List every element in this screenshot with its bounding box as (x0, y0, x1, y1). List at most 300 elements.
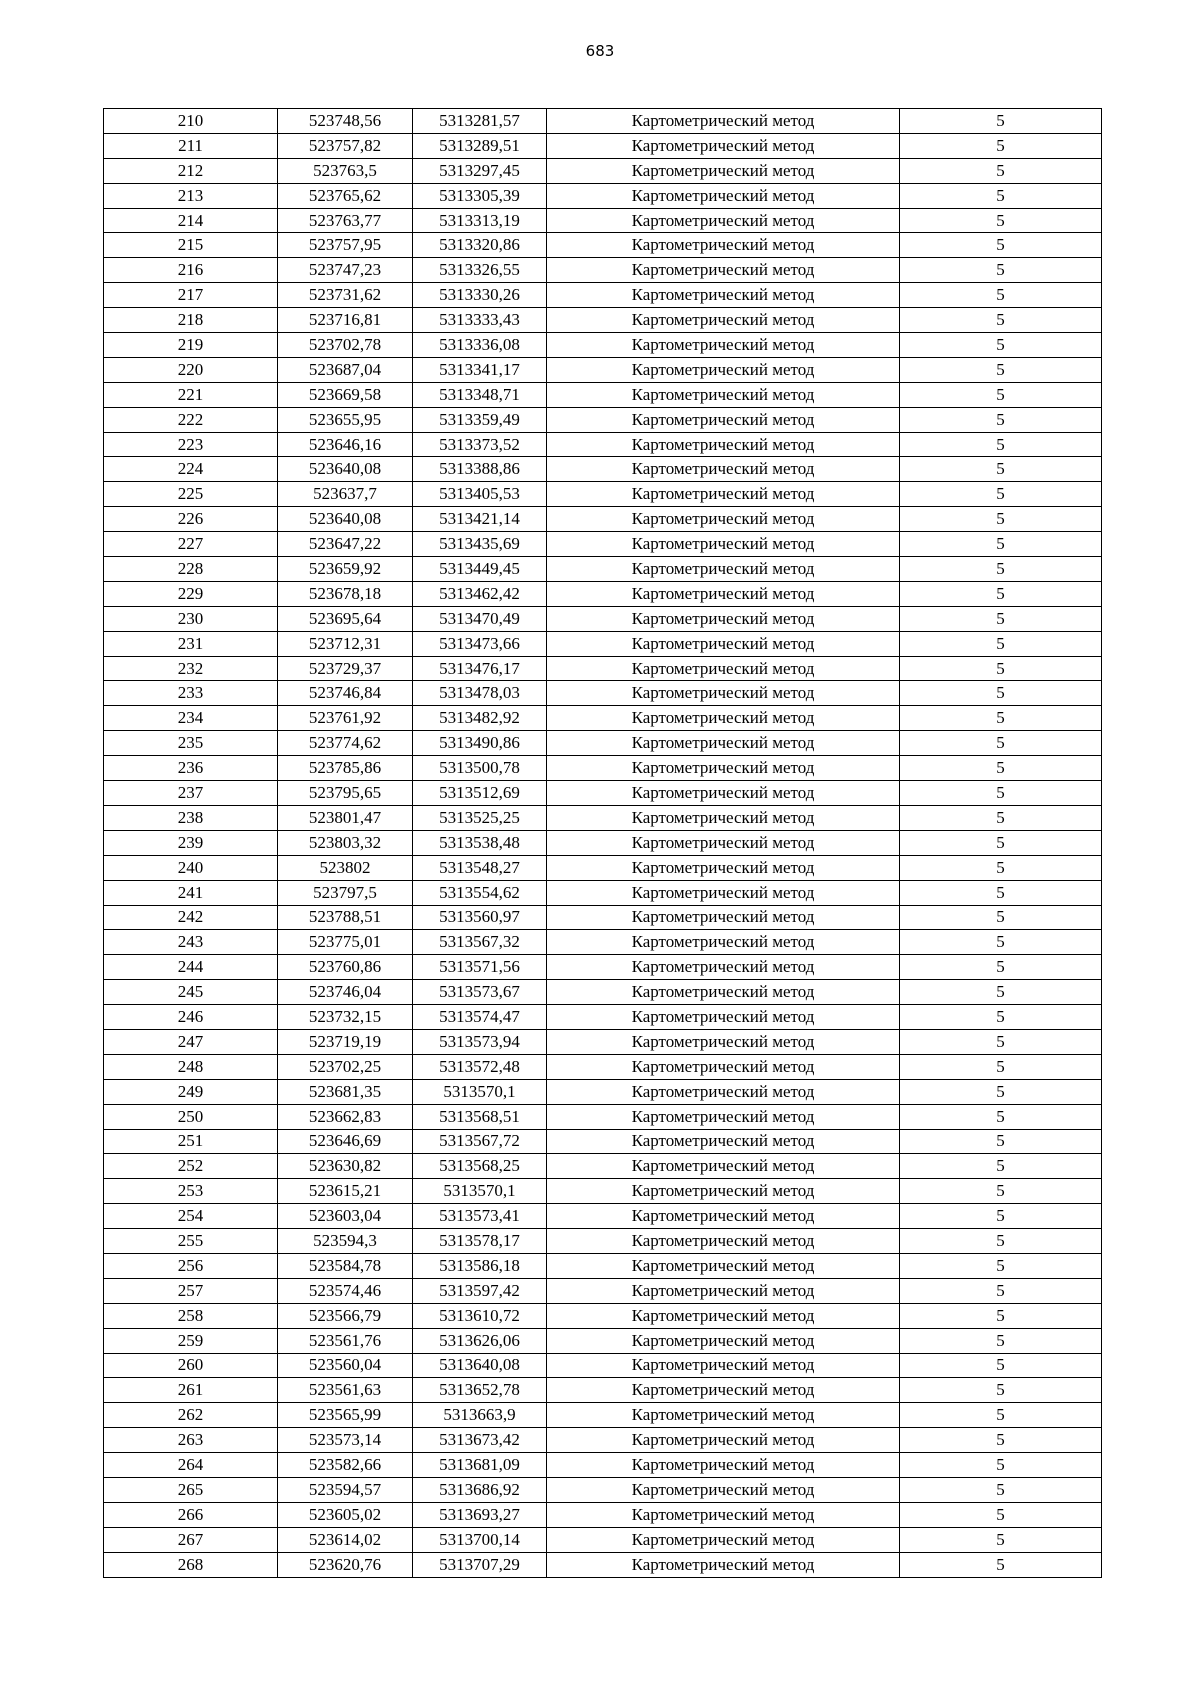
point-number-cell: 249 (104, 1079, 278, 1104)
accuracy-cell: 5 (900, 1328, 1102, 1353)
point-number-cell: 248 (104, 1054, 278, 1079)
y-coordinate-cell: 5313435,69 (413, 532, 547, 557)
x-coordinate-cell: 523775,01 (278, 930, 413, 955)
y-coordinate-cell: 5313462,42 (413, 581, 547, 606)
table-row (104, 980, 1102, 1005)
x-coordinate-cell: 523637,7 (278, 482, 413, 507)
y-coordinate-cell: 5313470,49 (413, 606, 547, 631)
x-coordinate-cell: 523747,23 (278, 258, 413, 283)
x-coordinate-cell: 523566,79 (278, 1303, 413, 1328)
method-cell: Картометрический метод (547, 183, 900, 208)
y-coordinate-cell: 5313330,26 (413, 283, 547, 308)
y-coordinate-cell: 5313538,48 (413, 830, 547, 855)
point-number-cell: 267 (104, 1527, 278, 1552)
y-coordinate-cell: 5313573,41 (413, 1204, 547, 1229)
table-row (104, 482, 1102, 507)
method-cell: Картометрический метод (547, 1328, 900, 1353)
point-number-cell: 235 (104, 731, 278, 756)
point-number-cell: 234 (104, 706, 278, 731)
method-cell: Картометрический метод (547, 1303, 900, 1328)
point-number-cell: 220 (104, 357, 278, 382)
table-row (104, 805, 1102, 830)
x-coordinate-cell: 523584,78 (278, 1253, 413, 1278)
point-number-cell: 241 (104, 880, 278, 905)
method-cell: Картометрический метод (547, 1477, 900, 1502)
table-row (104, 258, 1102, 283)
y-coordinate-cell: 5313512,69 (413, 781, 547, 806)
point-number-cell: 256 (104, 1253, 278, 1278)
x-coordinate-cell: 523603,04 (278, 1204, 413, 1229)
accuracy-cell: 5 (900, 1403, 1102, 1428)
table-row (104, 1353, 1102, 1378)
x-coordinate-cell: 523695,64 (278, 606, 413, 631)
y-coordinate-cell: 5313568,25 (413, 1154, 547, 1179)
x-coordinate-cell: 523659,92 (278, 557, 413, 582)
accuracy-cell: 5 (900, 557, 1102, 582)
point-number-cell: 245 (104, 980, 278, 1005)
table-row (104, 606, 1102, 631)
y-coordinate-cell: 5313626,06 (413, 1328, 547, 1353)
x-coordinate-cell: 523565,99 (278, 1403, 413, 1428)
accuracy-cell: 5 (900, 706, 1102, 731)
point-number-cell: 216 (104, 258, 278, 283)
point-number-cell: 223 (104, 432, 278, 457)
point-number-cell: 262 (104, 1403, 278, 1428)
y-coordinate-cell: 5313707,29 (413, 1552, 547, 1577)
method-cell: Картометрический метод (547, 507, 900, 532)
point-number-cell: 264 (104, 1453, 278, 1478)
table-row (104, 457, 1102, 482)
method-cell: Картометрический метод (547, 1253, 900, 1278)
method-cell: Картометрический метод (547, 805, 900, 830)
table-row (104, 1278, 1102, 1303)
point-number-cell: 258 (104, 1303, 278, 1328)
method-cell: Картометрический метод (547, 233, 900, 258)
accuracy-cell: 5 (900, 1278, 1102, 1303)
y-coordinate-cell: 5313568,51 (413, 1104, 547, 1129)
x-coordinate-cell: 523731,62 (278, 283, 413, 308)
table-row (104, 208, 1102, 233)
method-cell: Картометрический метод (547, 308, 900, 333)
table-row (104, 1527, 1102, 1552)
y-coordinate-cell: 5313297,45 (413, 158, 547, 183)
y-coordinate-cell: 5313281,57 (413, 109, 547, 134)
method-cell: Картометрический метод (547, 1278, 900, 1303)
table-row (104, 1403, 1102, 1428)
method-cell: Картометрический метод (547, 1129, 900, 1154)
x-coordinate-cell: 523669,58 (278, 382, 413, 407)
accuracy-cell: 5 (900, 980, 1102, 1005)
coordinates-table-body (104, 109, 1102, 1578)
accuracy-cell: 5 (900, 283, 1102, 308)
method-cell: Картометрический метод (547, 1029, 900, 1054)
table-row (104, 756, 1102, 781)
point-number-cell: 254 (104, 1204, 278, 1229)
accuracy-cell: 5 (900, 1104, 1102, 1129)
accuracy-cell: 5 (900, 1204, 1102, 1229)
table-row (104, 133, 1102, 158)
method-cell: Картометрический метод (547, 880, 900, 905)
accuracy-cell: 5 (900, 308, 1102, 333)
y-coordinate-cell: 5313525,25 (413, 805, 547, 830)
page-number: 683 (585, 42, 615, 60)
y-coordinate-cell: 5313573,67 (413, 980, 547, 1005)
method-cell: Картометрический метод (547, 532, 900, 557)
accuracy-cell: 5 (900, 1253, 1102, 1278)
method-cell: Картометрический метод (547, 706, 900, 731)
method-cell: Картометрический метод (547, 781, 900, 806)
x-coordinate-cell: 523594,57 (278, 1477, 413, 1502)
x-coordinate-cell: 523746,84 (278, 681, 413, 706)
y-coordinate-cell: 5313490,86 (413, 731, 547, 756)
point-number-cell: 263 (104, 1428, 278, 1453)
y-coordinate-cell: 5313405,53 (413, 482, 547, 507)
x-coordinate-cell: 523646,69 (278, 1129, 413, 1154)
method-cell: Картометрический метод (547, 905, 900, 930)
y-coordinate-cell: 5313567,72 (413, 1129, 547, 1154)
y-coordinate-cell: 5313574,47 (413, 1005, 547, 1030)
point-number-cell: 231 (104, 631, 278, 656)
table-row (104, 1029, 1102, 1054)
method-cell: Картометрический метод (547, 606, 900, 631)
table-row (104, 557, 1102, 582)
method-cell: Картометрический метод (547, 133, 900, 158)
y-coordinate-cell: 5313548,27 (413, 855, 547, 880)
point-number-cell: 259 (104, 1328, 278, 1353)
accuracy-cell: 5 (900, 606, 1102, 631)
y-coordinate-cell: 5313640,08 (413, 1353, 547, 1378)
table-row (104, 507, 1102, 532)
y-coordinate-cell: 5313313,19 (413, 208, 547, 233)
x-coordinate-cell: 523797,5 (278, 880, 413, 905)
method-cell: Картометрический метод (547, 283, 900, 308)
table-row (104, 581, 1102, 606)
y-coordinate-cell: 5313359,49 (413, 407, 547, 432)
point-number-cell: 232 (104, 656, 278, 681)
point-number-cell: 213 (104, 183, 278, 208)
point-number-cell: 229 (104, 581, 278, 606)
table-row (104, 109, 1102, 134)
table-row (104, 357, 1102, 382)
accuracy-cell: 5 (900, 233, 1102, 258)
point-number-cell: 228 (104, 557, 278, 582)
method-cell: Картометрический метод (547, 258, 900, 283)
point-number-cell: 218 (104, 308, 278, 333)
table-row (104, 333, 1102, 358)
table-row (104, 382, 1102, 407)
method-cell: Картометрический метод (547, 158, 900, 183)
accuracy-cell: 5 (900, 656, 1102, 681)
x-coordinate-cell: 523732,15 (278, 1005, 413, 1030)
x-coordinate-cell: 523716,81 (278, 308, 413, 333)
method-cell: Картометрический метод (547, 1079, 900, 1104)
y-coordinate-cell: 5313586,18 (413, 1253, 547, 1278)
x-coordinate-cell: 523582,66 (278, 1453, 413, 1478)
y-coordinate-cell: 5313554,62 (413, 880, 547, 905)
x-coordinate-cell: 523803,32 (278, 830, 413, 855)
x-coordinate-cell: 523802 (278, 855, 413, 880)
x-coordinate-cell: 523712,31 (278, 631, 413, 656)
method-cell: Картометрический метод (547, 482, 900, 507)
point-number-cell: 221 (104, 382, 278, 407)
x-coordinate-cell: 523748,56 (278, 109, 413, 134)
y-coordinate-cell: 5313305,39 (413, 183, 547, 208)
point-number-cell: 252 (104, 1154, 278, 1179)
method-cell: Картометрический метод (547, 1552, 900, 1577)
x-coordinate-cell: 523765,62 (278, 183, 413, 208)
point-number-cell: 243 (104, 930, 278, 955)
accuracy-cell: 5 (900, 258, 1102, 283)
y-coordinate-cell: 5313571,56 (413, 955, 547, 980)
table-row (104, 1104, 1102, 1129)
point-number-cell: 266 (104, 1502, 278, 1527)
accuracy-cell: 5 (900, 1005, 1102, 1030)
table-row (104, 781, 1102, 806)
method-cell: Картометрический метод (547, 1353, 900, 1378)
point-number-cell: 224 (104, 457, 278, 482)
table-row (104, 930, 1102, 955)
y-coordinate-cell: 5313341,17 (413, 357, 547, 382)
table-row (104, 308, 1102, 333)
accuracy-cell: 5 (900, 830, 1102, 855)
table-row (104, 1129, 1102, 1154)
accuracy-cell: 5 (900, 631, 1102, 656)
accuracy-cell: 5 (900, 581, 1102, 606)
point-number-cell: 215 (104, 233, 278, 258)
accuracy-cell: 5 (900, 109, 1102, 134)
accuracy-cell: 5 (900, 382, 1102, 407)
accuracy-cell: 5 (900, 955, 1102, 980)
accuracy-cell: 5 (900, 1477, 1102, 1502)
x-coordinate-cell: 523620,76 (278, 1552, 413, 1577)
y-coordinate-cell: 5313663,9 (413, 1403, 547, 1428)
table-row (104, 407, 1102, 432)
accuracy-cell: 5 (900, 756, 1102, 781)
table-row (104, 1054, 1102, 1079)
accuracy-cell: 5 (900, 1129, 1102, 1154)
table-row (104, 432, 1102, 457)
point-number-cell: 238 (104, 805, 278, 830)
method-cell: Картометрический метод (547, 1453, 900, 1478)
point-number-cell: 210 (104, 109, 278, 134)
accuracy-cell: 5 (900, 731, 1102, 756)
x-coordinate-cell: 523646,16 (278, 432, 413, 457)
accuracy-cell: 5 (900, 1378, 1102, 1403)
accuracy-cell: 5 (900, 1453, 1102, 1478)
accuracy-cell: 5 (900, 781, 1102, 806)
x-coordinate-cell: 523640,08 (278, 457, 413, 482)
point-number-cell: 268 (104, 1552, 278, 1577)
y-coordinate-cell: 5313326,55 (413, 258, 547, 283)
x-coordinate-cell: 523687,04 (278, 357, 413, 382)
table-row (104, 1552, 1102, 1577)
point-number-cell: 226 (104, 507, 278, 532)
x-coordinate-cell: 523662,83 (278, 1104, 413, 1129)
table-row (104, 656, 1102, 681)
point-number-cell: 253 (104, 1179, 278, 1204)
x-coordinate-cell: 523573,14 (278, 1428, 413, 1453)
point-number-cell: 261 (104, 1378, 278, 1403)
method-cell: Картометрический метод (547, 407, 900, 432)
y-coordinate-cell: 5313482,92 (413, 706, 547, 731)
x-coordinate-cell: 523605,02 (278, 1502, 413, 1527)
point-number-cell: 227 (104, 532, 278, 557)
method-cell: Картометрический метод (547, 357, 900, 382)
x-coordinate-cell: 523655,95 (278, 407, 413, 432)
y-coordinate-cell: 5313570,1 (413, 1179, 547, 1204)
x-coordinate-cell: 523719,19 (278, 1029, 413, 1054)
method-cell: Картометрический метод (547, 1179, 900, 1204)
method-cell: Картометрический метод (547, 1428, 900, 1453)
point-number-cell: 255 (104, 1229, 278, 1254)
point-number-cell: 240 (104, 855, 278, 880)
y-coordinate-cell: 5313652,78 (413, 1378, 547, 1403)
y-coordinate-cell: 5313573,94 (413, 1029, 547, 1054)
accuracy-cell: 5 (900, 507, 1102, 532)
point-number-cell: 244 (104, 955, 278, 980)
x-coordinate-cell: 523614,02 (278, 1527, 413, 1552)
y-coordinate-cell: 5313449,45 (413, 557, 547, 582)
x-coordinate-cell: 523594,3 (278, 1229, 413, 1254)
point-number-cell: 237 (104, 781, 278, 806)
point-number-cell: 251 (104, 1129, 278, 1154)
table-row (104, 1428, 1102, 1453)
accuracy-cell: 5 (900, 1502, 1102, 1527)
accuracy-cell: 5 (900, 457, 1102, 482)
point-number-cell: 246 (104, 1005, 278, 1030)
y-coordinate-cell: 5313289,51 (413, 133, 547, 158)
method-cell: Картометрический метод (547, 656, 900, 681)
accuracy-cell: 5 (900, 357, 1102, 382)
table-row (104, 855, 1102, 880)
y-coordinate-cell: 5313693,27 (413, 1502, 547, 1527)
x-coordinate-cell: 523763,77 (278, 208, 413, 233)
table-row (104, 1253, 1102, 1278)
accuracy-cell: 5 (900, 1054, 1102, 1079)
table-row (104, 1154, 1102, 1179)
method-cell: Картометрический метод (547, 333, 900, 358)
method-cell: Картометрический метод (547, 955, 900, 980)
accuracy-cell: 5 (900, 905, 1102, 930)
y-coordinate-cell: 5313578,17 (413, 1229, 547, 1254)
x-coordinate-cell: 523561,76 (278, 1328, 413, 1353)
accuracy-cell: 5 (900, 1079, 1102, 1104)
y-coordinate-cell: 5313500,78 (413, 756, 547, 781)
accuracy-cell: 5 (900, 1428, 1102, 1453)
x-coordinate-cell: 523746,04 (278, 980, 413, 1005)
method-cell: Картометрический метод (547, 1229, 900, 1254)
accuracy-cell: 5 (900, 407, 1102, 432)
accuracy-cell: 5 (900, 855, 1102, 880)
method-cell: Картометрический метод (547, 1378, 900, 1403)
method-cell: Картометрический метод (547, 855, 900, 880)
table-row (104, 283, 1102, 308)
point-number-cell: 219 (104, 333, 278, 358)
y-coordinate-cell: 5313597,42 (413, 1278, 547, 1303)
accuracy-cell: 5 (900, 681, 1102, 706)
y-coordinate-cell: 5313473,66 (413, 631, 547, 656)
x-coordinate-cell: 523763,5 (278, 158, 413, 183)
accuracy-cell: 5 (900, 1353, 1102, 1378)
point-number-cell: 233 (104, 681, 278, 706)
method-cell: Картометрический метод (547, 1054, 900, 1079)
method-cell: Картометрический метод (547, 631, 900, 656)
table-row (104, 880, 1102, 905)
table-row (104, 532, 1102, 557)
accuracy-cell: 5 (900, 805, 1102, 830)
point-number-cell: 260 (104, 1353, 278, 1378)
accuracy-cell: 5 (900, 158, 1102, 183)
x-coordinate-cell: 523757,82 (278, 133, 413, 158)
accuracy-cell: 5 (900, 183, 1102, 208)
table-row (104, 631, 1102, 656)
method-cell: Картометрический метод (547, 1154, 900, 1179)
method-cell: Картометрический метод (547, 930, 900, 955)
method-cell: Картометрический метод (547, 432, 900, 457)
x-coordinate-cell: 523761,92 (278, 706, 413, 731)
x-coordinate-cell: 523801,47 (278, 805, 413, 830)
table-row (104, 681, 1102, 706)
x-coordinate-cell: 523702,25 (278, 1054, 413, 1079)
accuracy-cell: 5 (900, 208, 1102, 233)
coordinates-table (103, 108, 1102, 1578)
y-coordinate-cell: 5313610,72 (413, 1303, 547, 1328)
point-number-cell: 250 (104, 1104, 278, 1129)
x-coordinate-cell: 523757,95 (278, 233, 413, 258)
point-number-cell: 211 (104, 133, 278, 158)
point-number-cell: 222 (104, 407, 278, 432)
method-cell: Картометрический метод (547, 1502, 900, 1527)
method-cell: Картометрический метод (547, 208, 900, 233)
table-row (104, 183, 1102, 208)
table-row (104, 1378, 1102, 1403)
point-number-cell: 236 (104, 756, 278, 781)
x-coordinate-cell: 523795,65 (278, 781, 413, 806)
method-cell: Картометрический метод (547, 1527, 900, 1552)
accuracy-cell: 5 (900, 930, 1102, 955)
method-cell: Картометрический метод (547, 731, 900, 756)
method-cell: Картометрический метод (547, 1005, 900, 1030)
point-number-cell: 242 (104, 905, 278, 930)
y-coordinate-cell: 5313320,86 (413, 233, 547, 258)
table-row (104, 905, 1102, 930)
table-row (104, 830, 1102, 855)
x-coordinate-cell: 523729,37 (278, 656, 413, 681)
x-coordinate-cell: 523760,86 (278, 955, 413, 980)
table-row (104, 158, 1102, 183)
accuracy-cell: 5 (900, 333, 1102, 358)
accuracy-cell: 5 (900, 880, 1102, 905)
y-coordinate-cell: 5313700,14 (413, 1527, 547, 1552)
method-cell: Картометрический метод (547, 382, 900, 407)
x-coordinate-cell: 523615,21 (278, 1179, 413, 1204)
table-row (104, 233, 1102, 258)
accuracy-cell: 5 (900, 532, 1102, 557)
point-number-cell: 212 (104, 158, 278, 183)
x-coordinate-cell: 523681,35 (278, 1079, 413, 1104)
y-coordinate-cell: 5313560,97 (413, 905, 547, 930)
x-coordinate-cell: 523640,08 (278, 507, 413, 532)
y-coordinate-cell: 5313681,09 (413, 1453, 547, 1478)
x-coordinate-cell: 523702,78 (278, 333, 413, 358)
y-coordinate-cell: 5313333,43 (413, 308, 547, 333)
y-coordinate-cell: 5313348,71 (413, 382, 547, 407)
y-coordinate-cell: 5313673,42 (413, 1428, 547, 1453)
method-cell: Картометрический метод (547, 109, 900, 134)
point-number-cell: 257 (104, 1278, 278, 1303)
method-cell: Картометрический метод (547, 557, 900, 582)
table-row (104, 1179, 1102, 1204)
